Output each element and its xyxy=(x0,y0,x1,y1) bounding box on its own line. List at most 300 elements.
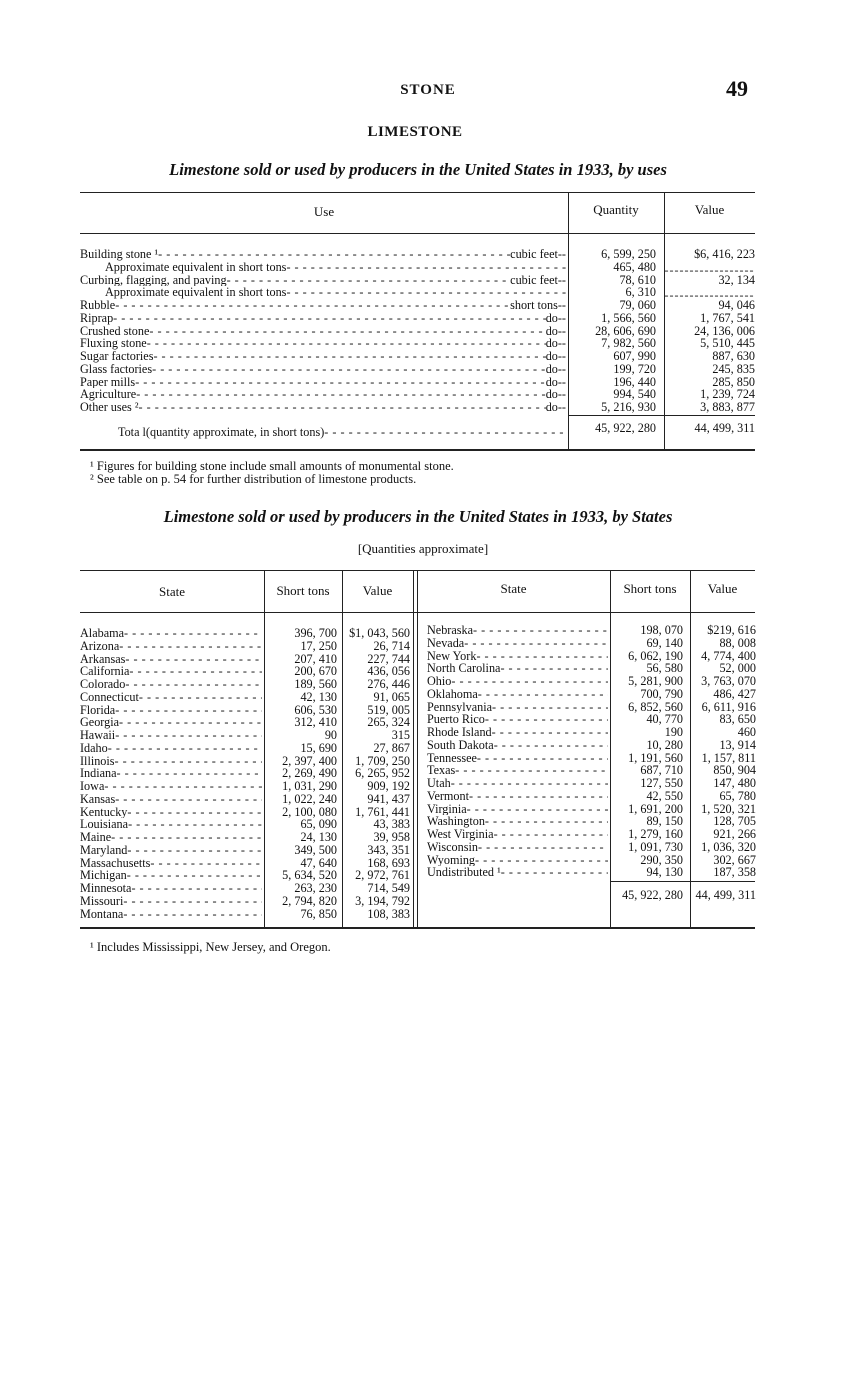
state-tons: 40, 770 xyxy=(646,712,683,727)
state-row-left xyxy=(80,755,262,768)
state-row-left xyxy=(80,691,262,704)
state-name: Idaho xyxy=(80,741,108,755)
uses-row-quantity: 465, 480 xyxy=(613,259,656,274)
state-name: Nebraska xyxy=(427,624,474,637)
state-value: $1, 043, 560 xyxy=(349,626,410,640)
state-row-left xyxy=(80,704,262,717)
running-title: STONE xyxy=(400,82,456,98)
state-name: Utah xyxy=(427,777,451,790)
uses-total-value: 44, 499, 311 xyxy=(694,421,755,435)
states-col-divider-3a xyxy=(413,570,414,928)
state-name: Iowa xyxy=(80,780,105,793)
unit-tail: -- xyxy=(557,362,566,376)
state-name: Wyoming xyxy=(427,853,476,867)
state-tons: 1, 031, 290 xyxy=(282,779,337,793)
state-name: Vermont xyxy=(427,789,469,803)
use-name: Curbing, flagging, and paving xyxy=(80,273,227,287)
state-tons: 6, 852, 560 xyxy=(628,699,683,714)
leader-dots xyxy=(485,815,608,828)
state-row-right xyxy=(427,854,608,867)
state-value: 43, 383 xyxy=(373,817,410,832)
leader-dots xyxy=(494,739,608,752)
states-left-header-state: State xyxy=(159,584,185,599)
state-name: Hawaii xyxy=(80,729,116,742)
uses-table-caption: Limestone sold or used by producers in the United States in 1933, by uses xyxy=(169,160,667,179)
state-tons: 94, 130 xyxy=(646,865,683,880)
state-value: $219, 616 xyxy=(707,623,756,637)
leader-dots xyxy=(492,726,608,739)
use-name: Agriculture xyxy=(80,388,137,402)
state-tons: 2, 269, 490 xyxy=(282,766,337,781)
state-tons: 76, 850 xyxy=(300,906,337,921)
state-name: Kansas xyxy=(80,792,116,806)
leader-dots xyxy=(477,752,608,765)
leader-dots xyxy=(115,793,262,806)
use-name: Sugar factories xyxy=(80,350,154,363)
leader-dots xyxy=(124,627,262,640)
state-name: Oklahoma xyxy=(427,687,478,701)
uses-row-quantity: 79, 060 xyxy=(619,298,656,312)
state-value: 6, 611, 916 xyxy=(701,699,756,714)
use-unit: do xyxy=(545,311,558,325)
uses-row-value-blank: ------------------ xyxy=(664,262,755,277)
state-row-right xyxy=(427,752,608,765)
uses-table-header-rule xyxy=(80,233,755,234)
state-row-left xyxy=(80,729,262,742)
state-value: 302, 667 xyxy=(713,852,756,867)
state-value: 921, 266 xyxy=(713,827,756,841)
uses-row-value: 94, 046 xyxy=(718,298,755,312)
state-row-right xyxy=(427,624,608,637)
unit-tail: -- xyxy=(557,401,566,414)
state-row-right xyxy=(427,713,608,726)
uses-row-quantity: 6, 599, 250 xyxy=(601,247,656,261)
uses-row-value-blank: ------------------ xyxy=(664,288,755,303)
state-row-left xyxy=(80,767,262,780)
states-table-subcaption: [Quantities approximate] xyxy=(357,541,489,556)
leader-dots xyxy=(500,662,608,675)
state-value: 315 xyxy=(391,728,410,742)
uses-row-quantity: 28, 606, 690 xyxy=(595,323,656,338)
state-value: 128, 705 xyxy=(713,814,756,829)
state-value: 519, 005 xyxy=(367,702,410,717)
state-row-left xyxy=(80,716,262,729)
uses-table-bottom-rule xyxy=(80,449,755,451)
state-tons: 42, 130 xyxy=(300,689,337,704)
uses-row-label xyxy=(80,376,566,389)
state-value: 13, 914 xyxy=(719,737,756,752)
leader-dots xyxy=(127,844,262,857)
state-row-left xyxy=(80,678,262,691)
leader-dots xyxy=(117,767,262,780)
state-tons: 312, 410 xyxy=(294,715,337,730)
state-value: 850, 904 xyxy=(713,763,756,778)
state-value: 83, 650 xyxy=(719,712,756,727)
use-name: Other uses ² xyxy=(80,401,139,414)
use-name: Building stone ¹ xyxy=(80,248,159,261)
leader-dots xyxy=(475,854,608,867)
leader-dots xyxy=(131,882,262,895)
uses-row-quantity: 1, 566, 560 xyxy=(601,310,656,325)
leader-dots xyxy=(485,713,608,726)
state-tons: 700, 790 xyxy=(640,686,683,701)
leader-dots xyxy=(476,650,608,663)
state-row-left xyxy=(80,742,262,755)
unit-tail: -- xyxy=(557,311,566,325)
unit-tail: -- xyxy=(557,273,566,287)
use-unit: cubic feet xyxy=(510,248,558,261)
leader-dots xyxy=(115,704,262,717)
uses-row-value: 5, 510, 445 xyxy=(700,336,755,351)
state-name: California xyxy=(80,665,130,679)
leader-dots xyxy=(152,363,546,376)
state-tons: 2, 794, 820 xyxy=(282,893,337,908)
state-row-right xyxy=(427,828,608,841)
state-tons: 1, 022, 240 xyxy=(282,791,337,806)
state-tons: 1, 191, 560 xyxy=(628,750,683,765)
states-right-header-value: Value xyxy=(707,581,738,596)
section-title: LIMESTONE xyxy=(367,124,463,140)
state-row-right xyxy=(427,815,608,828)
unit-tail: -- xyxy=(557,324,566,338)
use-unit: do xyxy=(545,337,558,351)
state-tons: 200, 670 xyxy=(294,664,337,679)
state-value: 168, 693 xyxy=(367,855,410,870)
state-name: Wisconsin xyxy=(427,840,478,854)
state-tons: 6, 062, 190 xyxy=(628,648,683,663)
leader-dots xyxy=(115,299,510,312)
use-unit: cubic feet xyxy=(510,273,558,287)
state-value: 1, 520, 321 xyxy=(701,801,756,816)
state-tons: 396, 700 xyxy=(294,626,337,640)
states-right-header-state: State xyxy=(500,581,527,596)
leader-dots xyxy=(153,350,545,363)
state-value: 3, 194, 792 xyxy=(355,893,410,908)
unit-tail: -- xyxy=(557,375,566,389)
state-value: 187, 358 xyxy=(713,865,756,880)
state-row-left xyxy=(80,806,262,819)
state-tons: 47, 640 xyxy=(300,855,337,870)
state-tons: 24, 130 xyxy=(300,830,337,844)
state-value: 909, 192 xyxy=(367,779,410,793)
state-name: New York xyxy=(427,649,477,663)
state-row-right xyxy=(427,739,608,752)
state-tons: 90 xyxy=(324,728,337,742)
states-total-value: 44, 499, 311 xyxy=(695,888,756,902)
leader-dots xyxy=(123,908,262,921)
state-tons: 1, 279, 160 xyxy=(628,827,683,841)
state-name: North Carolina xyxy=(427,662,501,676)
uses-row-quantity: 6, 310 xyxy=(625,285,656,300)
leader-dots xyxy=(135,376,546,389)
state-value: 108, 383 xyxy=(367,906,410,921)
state-tons: 15, 690 xyxy=(300,740,337,755)
uses-row-value: 1, 239, 724 xyxy=(700,387,755,402)
state-name: Missouri xyxy=(80,894,124,908)
state-value: 714, 549 xyxy=(367,881,410,895)
state-value: 3, 763, 070 xyxy=(701,674,756,688)
page-number: 49 xyxy=(726,76,748,101)
use-name: Riprap xyxy=(80,311,114,325)
state-value: 436, 056 xyxy=(367,664,410,679)
leader-dots xyxy=(111,831,262,844)
leader-dots xyxy=(467,803,608,816)
leader-dots xyxy=(469,790,608,803)
state-name: Kentucky xyxy=(80,805,128,819)
use-name: Rubble xyxy=(80,299,116,312)
state-tons: 189, 560 xyxy=(294,677,337,691)
state-name: Colorado xyxy=(80,678,126,691)
state-value: 147, 480 xyxy=(713,776,756,790)
state-row-left xyxy=(80,818,262,831)
state-tons: 2, 100, 080 xyxy=(282,804,337,819)
states-col-divider-3b xyxy=(417,570,418,928)
state-name: Illinois xyxy=(80,754,115,768)
uses-footnote-2: ² See table on p. 54 for further distribution of limestone products. xyxy=(90,472,417,486)
uses-row-label xyxy=(105,286,566,299)
uses-row-label xyxy=(80,337,566,350)
leader-dots xyxy=(136,388,546,401)
state-name: West Virginia xyxy=(427,828,494,841)
state-row-right xyxy=(427,803,608,816)
leader-dots xyxy=(119,716,262,729)
state-value: 26, 714 xyxy=(373,638,410,653)
state-row-right xyxy=(427,688,608,701)
unit-tail: -- xyxy=(557,350,566,363)
uses-col-header-value: Value xyxy=(694,202,725,217)
state-row-right xyxy=(427,790,608,803)
use-name: Fluxing stone xyxy=(80,337,147,351)
unit-tail: -- xyxy=(557,337,566,351)
uses-row-value: 32, 134 xyxy=(718,272,755,287)
state-name: Connecticut xyxy=(80,690,139,704)
state-name: Arizona xyxy=(80,639,120,653)
state-row-left xyxy=(80,844,262,857)
state-name: Tennessee xyxy=(427,751,477,765)
state-name: Rhode Island xyxy=(427,726,492,739)
use-name: Crushed stone xyxy=(80,324,150,338)
use-name: Glass factories xyxy=(80,362,153,376)
state-tons: 1, 691, 200 xyxy=(628,801,683,816)
leader-dots xyxy=(108,742,262,755)
state-row-left xyxy=(80,627,262,640)
uses-row-value: 887, 630 xyxy=(712,349,755,363)
unit-tail: -- xyxy=(557,388,566,402)
state-name: Nevada xyxy=(427,636,465,650)
state-row-left xyxy=(80,793,262,806)
state-name: Louisiana xyxy=(80,818,129,832)
uses-row-quantity: 78, 610 xyxy=(619,272,656,287)
use-unit: do xyxy=(545,324,558,338)
state-name: Massachusetts xyxy=(80,856,151,870)
state-row-left xyxy=(80,653,262,666)
leader-dots xyxy=(149,325,545,338)
use-unit: do xyxy=(545,375,558,389)
uses-row-value: 285, 850 xyxy=(712,374,755,389)
uses-row-quantity: 196, 440 xyxy=(613,374,656,389)
uses-row-label xyxy=(80,312,566,325)
use-name: Paper mills xyxy=(80,375,136,389)
state-value: 941, 437 xyxy=(367,791,410,806)
uses-row-quantity: 199, 720 xyxy=(613,361,656,376)
states-table-caption: Limestone sold or used by producers in the United States in 1933, by States xyxy=(163,507,673,526)
leader-dots xyxy=(113,312,546,325)
state-tons: 10, 280 xyxy=(646,737,683,752)
use-name: Approximate equivalent in short tons xyxy=(105,260,287,274)
state-tons: 198, 070 xyxy=(640,623,683,637)
state-row-right xyxy=(427,701,608,714)
state-name: Montana xyxy=(80,907,124,921)
state-name: Michigan xyxy=(80,869,127,883)
leader-dots xyxy=(286,261,566,274)
leader-dots xyxy=(147,337,546,350)
state-row-right xyxy=(427,841,608,854)
uses-total-rule xyxy=(568,415,755,416)
state-name: South Dakota xyxy=(427,738,494,752)
uses-row-label xyxy=(80,363,566,376)
state-tons: 42, 550 xyxy=(646,788,683,803)
use-unit: do xyxy=(545,388,558,402)
state-name: Arkansas xyxy=(80,652,126,666)
leader-dots xyxy=(125,678,262,691)
state-row-right xyxy=(427,650,608,663)
state-value: 1, 157, 811 xyxy=(701,750,756,765)
states-left-header-tons: Short tons xyxy=(276,583,330,598)
leader-dots xyxy=(478,688,608,701)
uses-row-quantity: 7, 982, 560 xyxy=(601,336,656,351)
uses-total-row xyxy=(118,426,564,439)
state-name: Undistributed ¹ xyxy=(427,866,501,880)
leader-dots xyxy=(464,637,608,650)
leader-dots xyxy=(119,640,262,653)
uses-row-quantity: 994, 540 xyxy=(613,387,656,402)
uses-row-value: 24, 136, 006 xyxy=(694,323,755,338)
uses-row-label xyxy=(105,261,566,274)
uses-row-value: 245, 835 xyxy=(712,361,755,376)
state-tons: 69, 140 xyxy=(646,635,683,650)
state-value: 91, 065 xyxy=(373,689,410,704)
uses-row-label xyxy=(80,299,566,312)
state-name: Puerto Rico xyxy=(427,713,485,727)
state-row-left xyxy=(80,895,262,908)
states-total-rule xyxy=(610,881,755,882)
leader-dots xyxy=(115,729,262,742)
states-footnote: ¹ Includes Mississippi, New Jersey, and Oregon. xyxy=(90,940,331,954)
state-value: 1, 761, 441 xyxy=(355,804,410,819)
state-row-left xyxy=(80,882,262,895)
states-left-header-value: Value xyxy=(362,583,393,598)
state-row-right xyxy=(427,662,608,675)
use-unit: do xyxy=(545,401,558,414)
leader-dots xyxy=(128,818,262,831)
use-unit: do xyxy=(545,350,558,363)
state-tons: 207, 410 xyxy=(294,651,337,666)
state-value: 343, 351 xyxy=(367,842,410,857)
leader-dots xyxy=(478,841,608,854)
leader-dots xyxy=(286,286,566,299)
state-tons: 606, 530 xyxy=(294,702,337,717)
leader-dots xyxy=(501,866,608,879)
state-value: 39, 958 xyxy=(373,830,410,844)
state-row-left xyxy=(80,857,262,870)
unit-tail: -- xyxy=(557,299,566,312)
state-row-left xyxy=(80,869,262,882)
leader-dots xyxy=(139,401,546,414)
state-value: 1, 709, 250 xyxy=(355,753,410,768)
states-table-bottom-rule xyxy=(80,927,755,929)
uses-row-label xyxy=(80,401,566,414)
state-tons: 190 xyxy=(664,725,683,739)
uses-row-value: 1, 767, 541 xyxy=(700,310,755,325)
leader-dots xyxy=(494,828,608,841)
leader-dots xyxy=(455,764,608,777)
state-row-right xyxy=(427,637,608,650)
state-name: Pennsylvania xyxy=(427,700,492,714)
leader-dots xyxy=(473,624,608,637)
state-name: Florida xyxy=(80,703,116,717)
leader-dots xyxy=(139,691,262,704)
state-value: 27, 867 xyxy=(373,740,410,755)
state-value: 88, 008 xyxy=(719,635,756,650)
uses-footnote-1: ¹ Figures for building stone include small amounts of monumental stone. xyxy=(90,459,454,473)
leader-dots xyxy=(227,274,511,287)
leader-dots xyxy=(127,806,262,819)
state-name: Virginia xyxy=(427,802,467,816)
state-value: 52, 000 xyxy=(719,661,756,676)
states-right-header-tons: Short tons xyxy=(623,581,677,596)
state-tons: 89, 150 xyxy=(646,814,683,829)
leader-dots xyxy=(104,780,262,793)
state-tons: 349, 500 xyxy=(294,842,337,857)
leader-dots xyxy=(129,665,262,678)
uses-total-label: Tota l(quantity approximate, in short tons) xyxy=(118,426,325,439)
state-name: Maryland xyxy=(80,843,128,857)
uses-col-header-quantity: Quantity xyxy=(593,202,639,217)
state-name: Texas xyxy=(427,764,456,778)
state-row-left xyxy=(80,665,262,678)
unit-tail: -- xyxy=(557,248,566,261)
state-value: 460 xyxy=(737,725,756,739)
state-value: 227, 744 xyxy=(367,651,410,666)
uses-row-label xyxy=(80,350,566,363)
uses-row-value: 3, 883, 877 xyxy=(700,400,755,414)
state-tons: 65, 090 xyxy=(300,817,337,832)
state-value: 1, 036, 320 xyxy=(701,839,756,854)
state-tons: 290, 350 xyxy=(640,852,683,867)
state-tons: 127, 550 xyxy=(640,776,683,790)
state-value: 4, 774, 400 xyxy=(701,648,756,663)
state-tons: 687, 710 xyxy=(640,763,683,778)
state-tons: 56, 580 xyxy=(646,661,683,676)
uses-row-label xyxy=(80,325,566,338)
uses-row-label xyxy=(80,274,566,287)
state-tons: 263, 230 xyxy=(294,881,337,895)
uses-row-quantity: 5, 216, 930 xyxy=(601,400,656,414)
use-unit: short tons xyxy=(510,299,558,312)
state-tons: 5, 281, 900 xyxy=(628,674,683,688)
uses-total-quantity: 45, 922, 280 xyxy=(595,421,656,435)
state-row-left xyxy=(80,908,262,921)
state-row-right xyxy=(427,777,608,790)
state-name: Indiana xyxy=(80,767,117,781)
state-value: 486, 427 xyxy=(713,686,756,701)
state-row-right xyxy=(427,866,608,879)
state-tons: 1, 091, 730 xyxy=(628,839,683,854)
uses-row-quantity: 607, 990 xyxy=(613,349,656,363)
state-name: Georgia xyxy=(80,716,120,730)
state-tons: 2, 397, 400 xyxy=(282,753,337,768)
uses-row-label xyxy=(80,388,566,401)
